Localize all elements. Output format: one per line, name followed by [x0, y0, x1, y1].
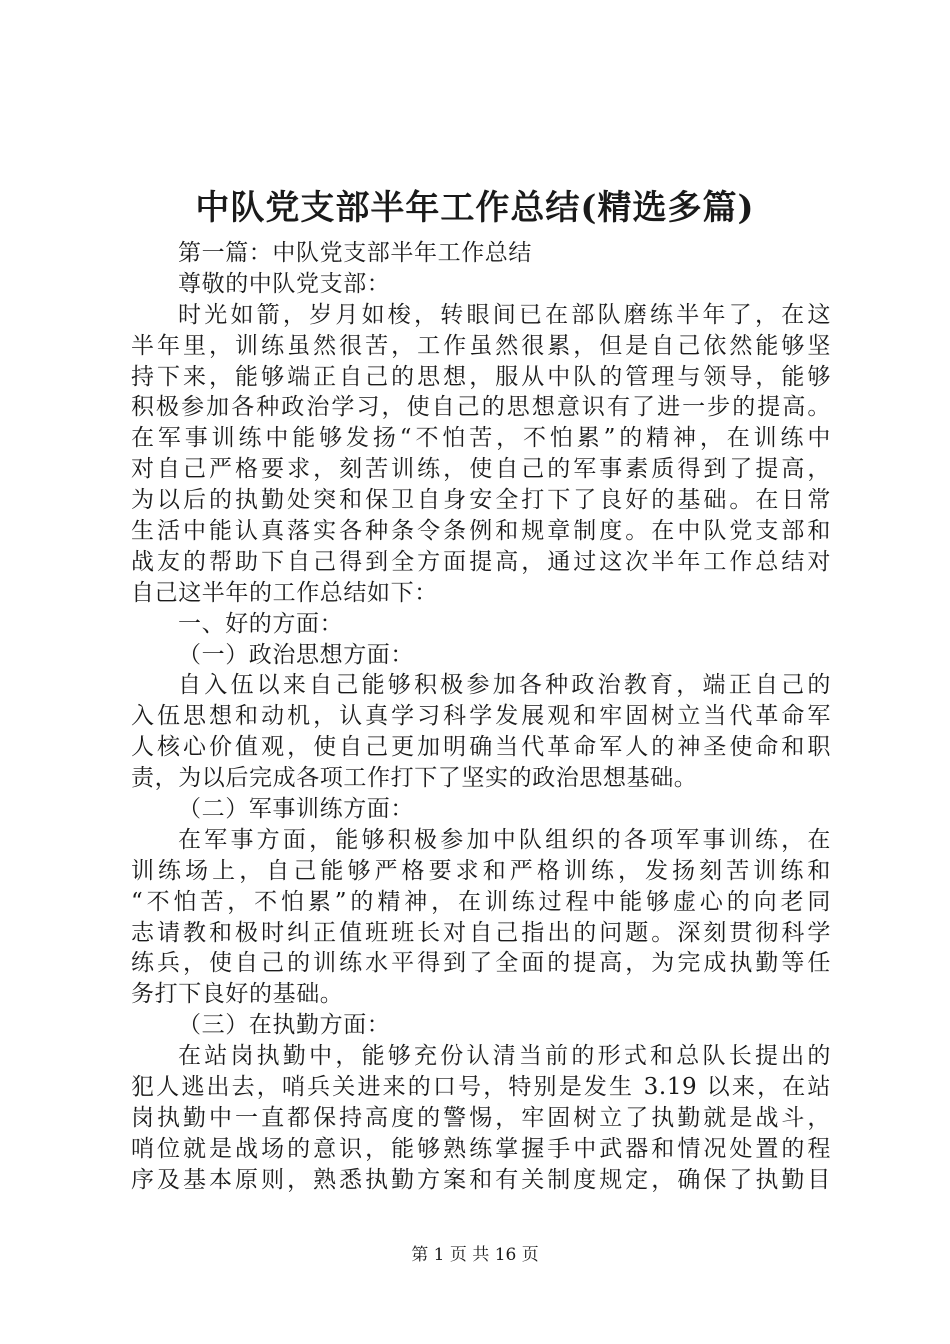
- body-line: “不怕苦，不怕累”的精神，在训练过程中能够虚心的向老同: [131, 888, 831, 915]
- body-line: 第一篇：中队党支部半年工作总结: [178, 240, 532, 266]
- body-line: 对自己严格要求，刻苦训练，使自己的军事素质得到了提高，: [131, 456, 831, 483]
- body-line: 犯人逃出去，哨兵关进来的口号，特别是发生 3.19 以来，在站: [131, 1074, 831, 1101]
- body-line: 时光如箭，岁月如梭，转眼间已在部队磨练半年了，在这: [178, 301, 831, 328]
- body-line: 在军事训练中能够发扬“不怕苦，不怕累”的精神，在训练中: [131, 425, 831, 452]
- body-line: 战友的帮助下自己得到全方面提高，通过这次半年工作总结对: [131, 548, 831, 575]
- body-line: 持下来，能够端正自己的思想，服从中队的管理与领导，能够: [131, 363, 831, 390]
- body-line: （一）政治思想方面：: [178, 641, 414, 668]
- body-line: 哨位就是战场的意识，能够熟练掌握手中武器和情况处置的程: [131, 1135, 831, 1162]
- body-line: （二）军事训练方面：: [178, 796, 414, 823]
- body-line: 为以后的执勤处突和保卫自身安全打下了良好的基础。在日常: [131, 487, 831, 514]
- page-footer: 第 1 页 共 16 页: [411, 1245, 539, 1265]
- body-line: 生活中能认真落实各种条令条例和规章制度。在中队党支部和: [131, 518, 831, 545]
- body-line: 练兵，使自己的训练水平得到了全面的提高，为完成执勤等任: [131, 950, 831, 977]
- body-line: 在站岗执勤中，能够充份认清当前的形式和总队长提出的: [178, 1043, 831, 1070]
- body-line: 志请教和极时纠正值班班长对自己指出的问题。深刻贯彻科学: [131, 919, 831, 946]
- body-line: 入伍思想和动机，认真学习科学发展观和牢固树立当代革命军: [131, 703, 831, 730]
- body-line: 一、好的方面：: [178, 610, 344, 637]
- document-body: [131, 238, 831, 1196]
- body-line: 半年里，训练虽然很苦，工作虽然很累，但是自己依然能够坚: [131, 332, 831, 359]
- body-line: （三）在执勤方面：: [178, 1012, 391, 1039]
- document-title: 中队党支部半年工作总结(精选多篇): [195, 188, 755, 228]
- body-line: 自入伍以来自己能够积极参加各种政治教育，端正自己的: [178, 672, 831, 699]
- body-line: 训练场上，自己能够严格要求和严格训练，发扬刻苦训练和: [131, 857, 831, 884]
- body-line: 务打下良好的基础。: [131, 981, 344, 1008]
- body-line: 自己这半年的工作总结如下：: [131, 579, 438, 606]
- body-line: 人核心价值观，使自己更加明确当代革命军人的神圣使命和职: [131, 734, 831, 761]
- body-line: 尊敬的中队党支部：: [178, 270, 391, 297]
- body-line: 岗执勤中一直都保持高度的警惕，牢固树立了执勤就是战斗，: [131, 1104, 831, 1131]
- body-line: 在军事方面，能够积极参加中队组织的各项军事训练，在: [178, 826, 831, 853]
- body-line: 序及基本原则，熟悉执勤方案和有关制度规定，确保了执勤目: [131, 1166, 831, 1193]
- body-line: 积极参加各种政治学习，使自己的思想意识有了进一步的提高。: [131, 394, 831, 421]
- body-line: 责，为以后完成各项工作打下了坚实的政治思想基础。: [131, 765, 698, 792]
